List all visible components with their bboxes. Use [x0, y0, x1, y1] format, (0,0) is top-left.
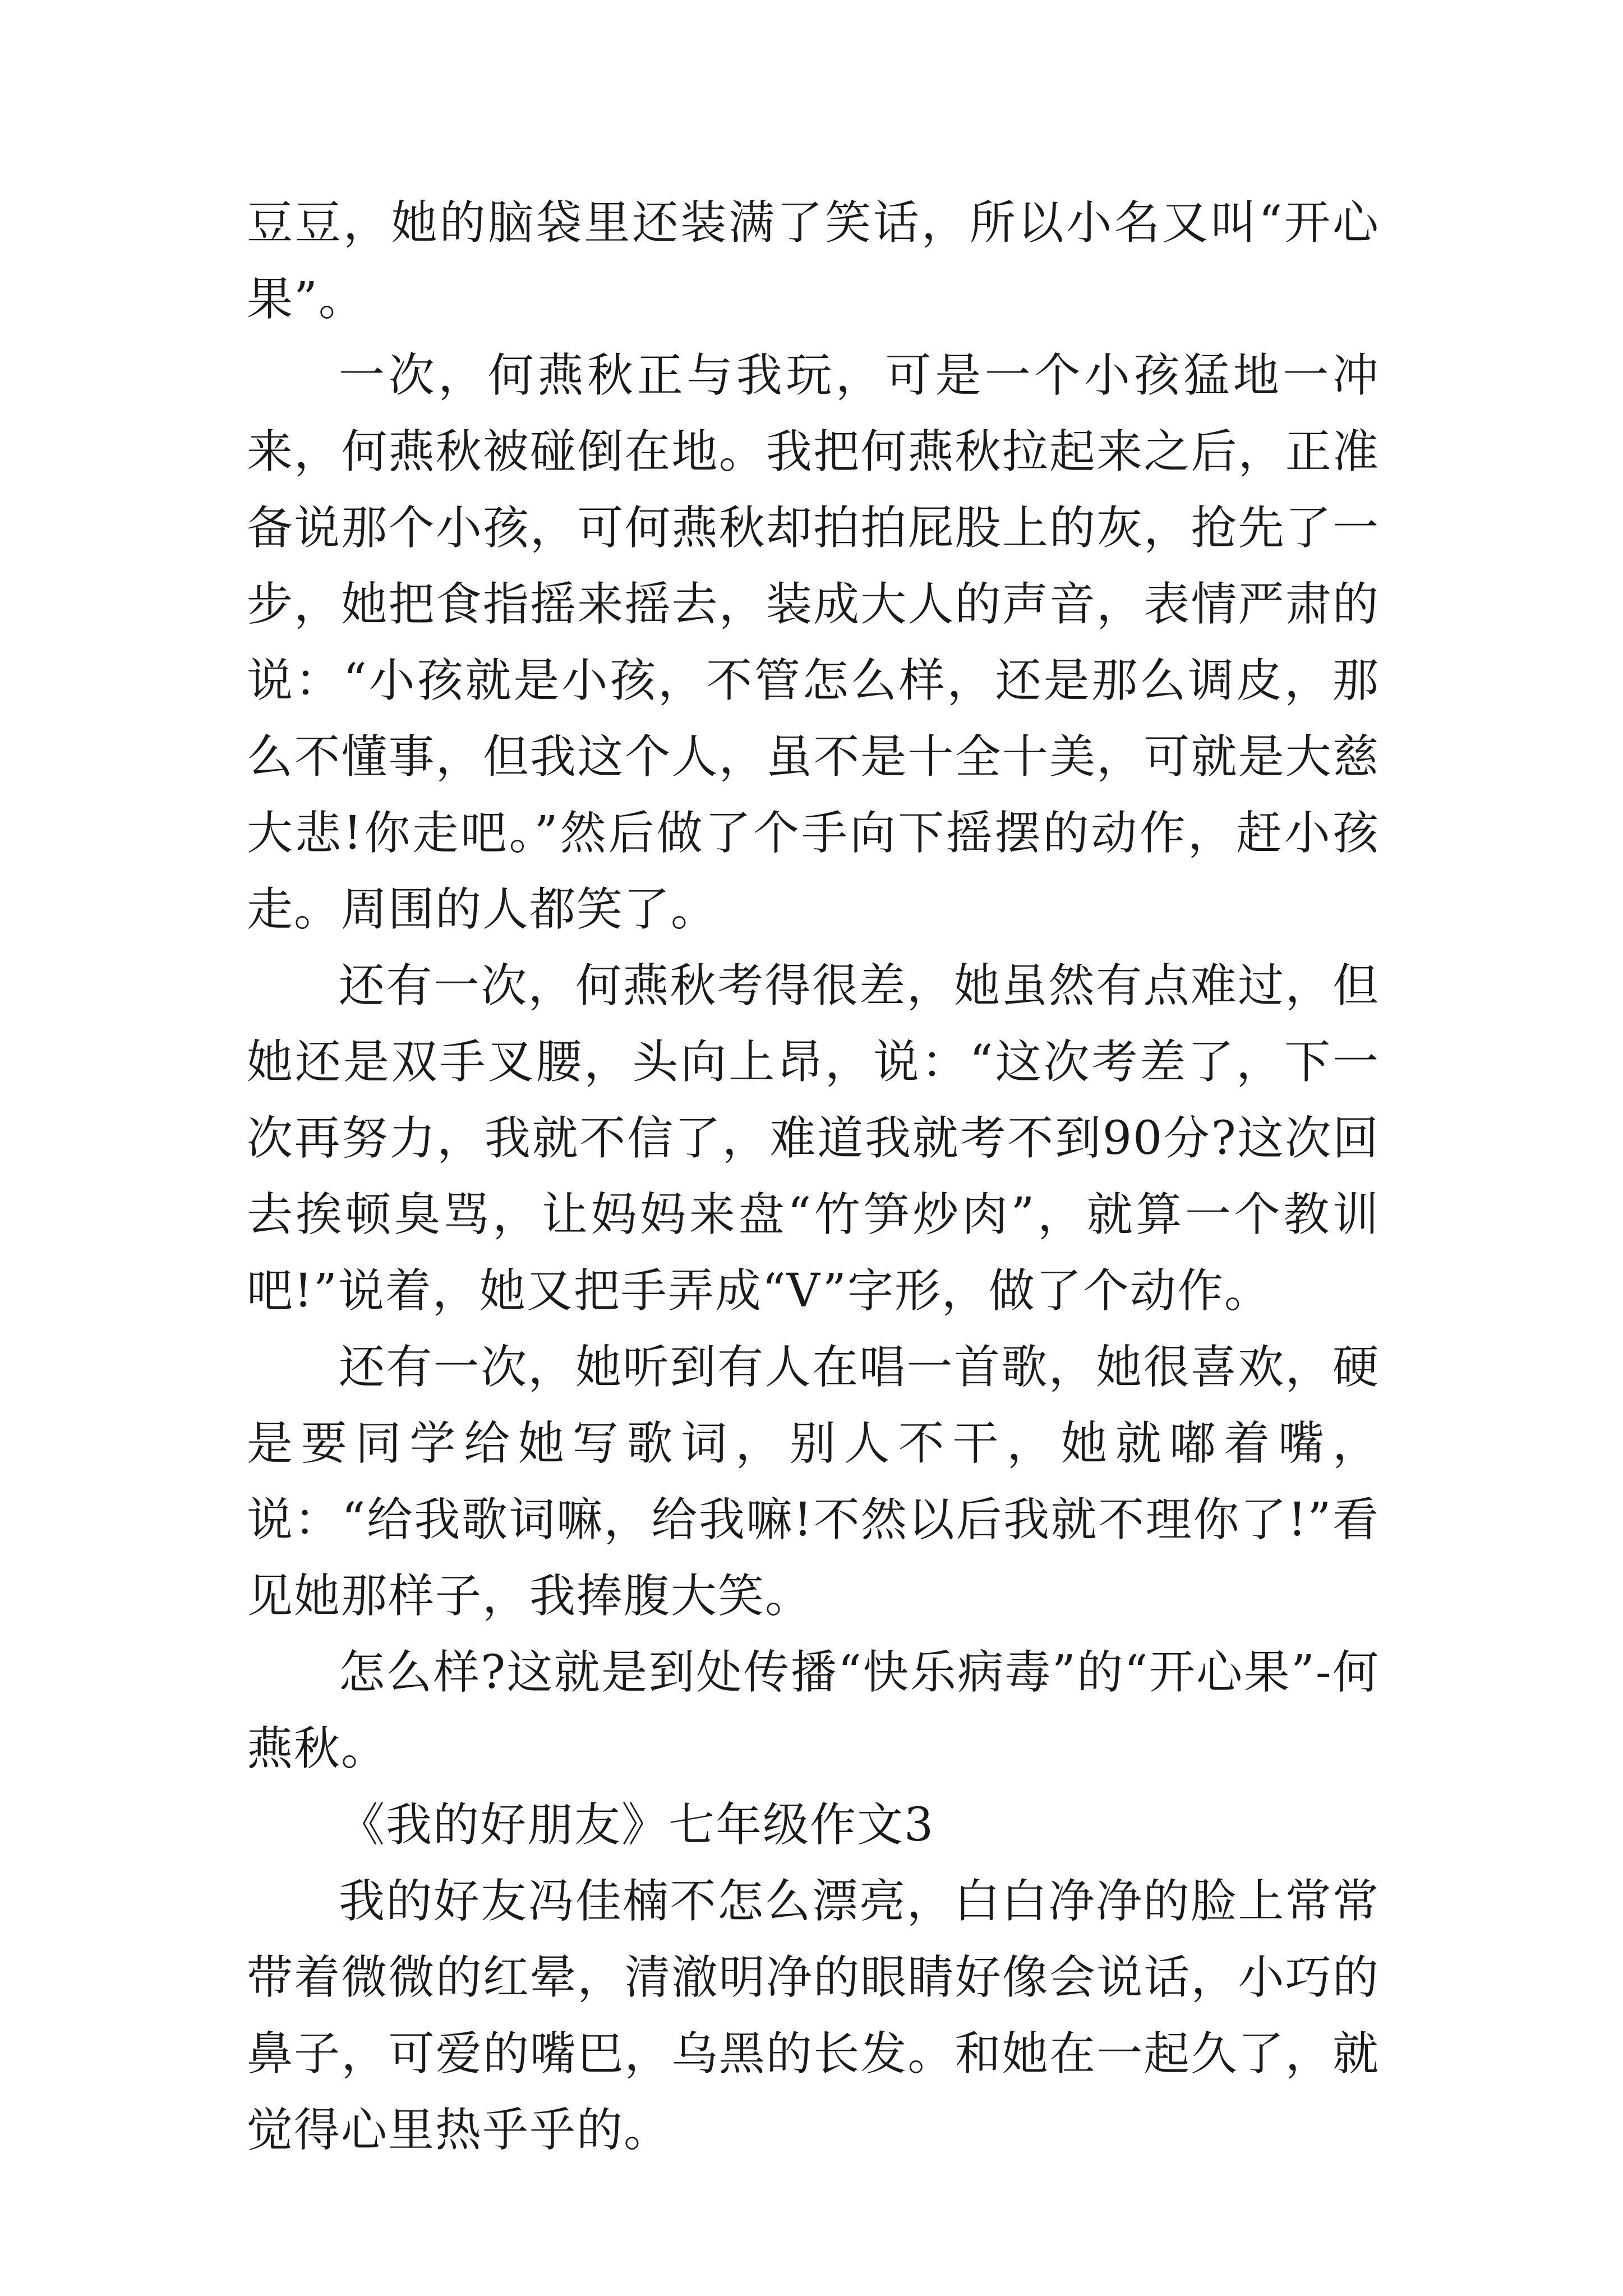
paragraph-song-incident: 还有一次，她听到有人在唱一首歌，她很喜欢，硬是要同学给她写歌词，别人不干，她就嘟着嘴，说：“给我歌词嘛，给我嘛!不然以后我就不理你了!”看见她那样子，我捧腹大笑。	[247, 1341, 1380, 1623]
document-body	[247, 185, 1380, 2169]
section-title: 《我的好朋友》七年级作文3	[339, 1798, 935, 1852]
paragraph-first-incident: 一次，何燕秋正与我玩，可是一个小孩猛地一冲来，何燕秋被碰倒在地。我把何燕秋拉起来之后，正准备说那个小孩，可何燕秋却拍拍屁股上的灰，抢先了一步，她把食指摇来摇去，装成大人的声音，表情严肃的说：“小孩就是小孩，不管怎么样，还是那么调皮，那么不懂事，但我这个人，虽不是十全十美，可就是大慈大悲!你走吧。”然后做了个手向下摇摆的动作，赶小孩走。周围的人都笑了。	[247, 349, 1380, 936]
paragraph-conclusion: 怎么样?这就是到处传播“快乐病毒”的“开心果”-何燕秋。	[247, 1646, 1380, 1775]
paragraph-exam-incident: 还有一次，何燕秋考得很差，她虽然有点难过，但她还是双手叉腰，头向上昂，说：“这次考差了，下一次再努力，我就不信了，难道我就考不到90分?这次回去挨顿臭骂，让妈妈来盘“竹笋炒肉”，就算一个教训吧!”说着，她又把手弄成“V”字形，做了个动作。	[247, 959, 1380, 1318]
paragraph-new-essay-intro: 我的好友冯佳楠不怎么漂亮，白白净净的脸上常常带着微微的红晕，清澈明净的眼睛好像会说话，小巧的鼻子，可爱的嘴巴，乌黑的长发。和她在一起久了，就觉得心里热乎乎的。	[247, 1875, 1380, 2157]
paragraph-continuation: 豆豆，她的脑袋里还装满了笑话，所以小名又叫“开心果”。	[247, 196, 1380, 326]
